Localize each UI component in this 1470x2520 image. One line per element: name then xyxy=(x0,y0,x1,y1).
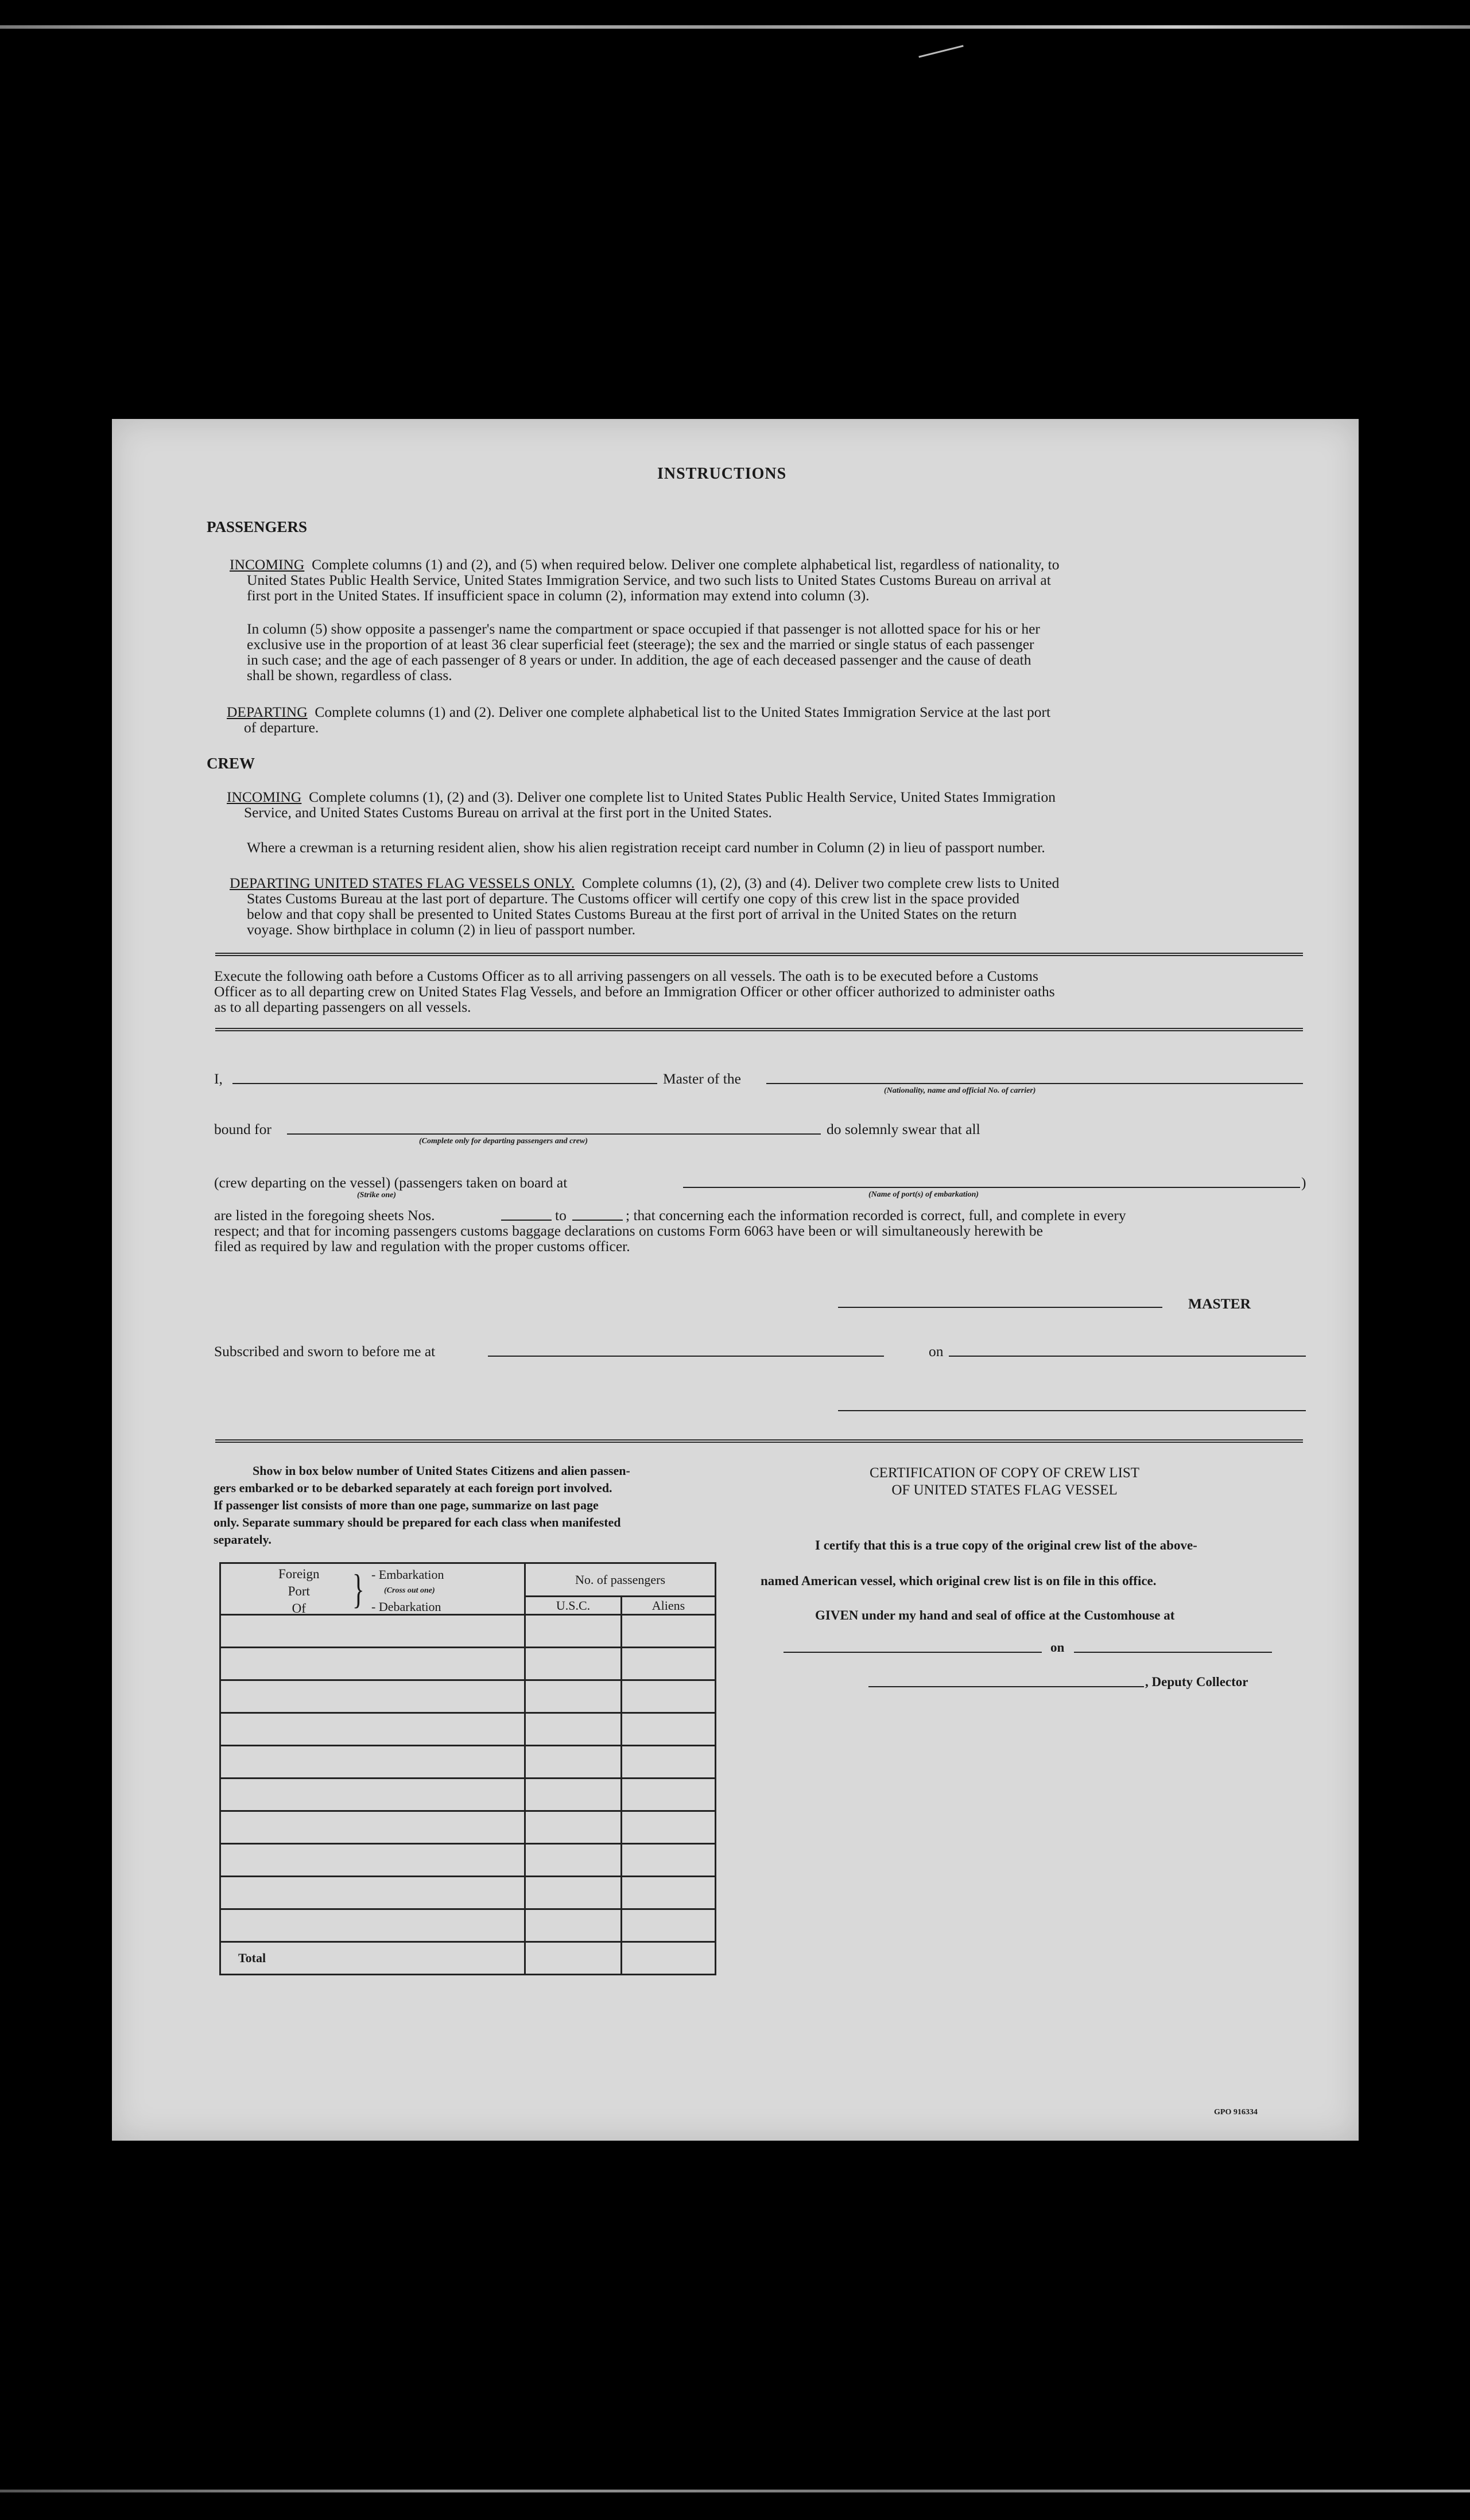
usc-cell[interactable] xyxy=(525,1713,622,1746)
aliens-cell[interactable] xyxy=(622,1877,716,1909)
subscribed-label: Subscribed and sworn to before me at xyxy=(214,1343,436,1360)
table-row xyxy=(220,1746,716,1779)
aliens-cell[interactable] xyxy=(622,1648,716,1680)
text-line: gers embarked or to be debarked separately at each foreign port involved. xyxy=(214,1481,612,1495)
aliens-total-cell[interactable] xyxy=(622,1942,716,1975)
text-line: only. Separate summary should be prepared for each class when manifested xyxy=(214,1515,621,1529)
port-hint: (Name of port(s) of embarkation) xyxy=(868,1190,979,1199)
master-label: MASTER xyxy=(1188,1295,1251,1312)
text-line: of departure. xyxy=(244,719,319,736)
heading-line: CERTIFICATION OF COPY OF CREW LIST xyxy=(870,1465,1140,1481)
usc-cell[interactable] xyxy=(525,1680,622,1713)
passengers-column5 xyxy=(247,621,1337,683)
table-row xyxy=(220,1779,716,1811)
oath-text: filed as required by law and regulation with the proper customs officer. xyxy=(214,1238,630,1255)
master-signature-field[interactable] xyxy=(838,1307,1162,1308)
document-page xyxy=(112,419,1359,2141)
text-line: Complete columns (1) and (2). Deliver one complete alphabetical list to the United States Immigration Service at the last port xyxy=(315,704,1051,720)
crew-taken-label: (crew departing on the vessel) (passengers taken on board at xyxy=(214,1174,568,1191)
customhouse-field[interactable] xyxy=(784,1652,1042,1653)
text-line: Officer as to all departing crew on United States Flag Vessels, and before an Immigration Officer or other officer authorized to administer oaths xyxy=(214,983,1055,1000)
aliens-cell[interactable] xyxy=(622,1811,716,1844)
strike-hint: (Strike one) xyxy=(357,1191,397,1199)
scan-mark xyxy=(918,45,964,60)
usc-cell[interactable] xyxy=(525,1811,622,1844)
port-cell[interactable] xyxy=(220,1779,525,1811)
text-line: United States Public Health Service, United States Immigration Service, and two such lists to United States Customs Bureau on arrival at xyxy=(247,572,1051,588)
table-row xyxy=(220,1648,716,1680)
header-text: Port xyxy=(288,1584,310,1598)
certification-text: named American vessel, which original crew list is on file in this office. xyxy=(761,1574,1157,1588)
no-passengers-header: No. of passengers xyxy=(525,1563,716,1597)
total-row xyxy=(220,1942,716,1975)
bound-for-field[interactable] xyxy=(287,1133,821,1135)
sheet-from-field[interactable] xyxy=(501,1220,552,1221)
incoming-label: INCOMING xyxy=(227,789,302,805)
aliens-header: Aliens xyxy=(622,1597,716,1615)
gpo-number: GPO 916334 xyxy=(1214,2108,1258,2117)
text-line: shall be shown, regardless of class. xyxy=(247,667,452,684)
crew-resident: Where a crewman is a returning resident alien, show his alien registration receipt card number in Column (2) in lieu of passport number. xyxy=(247,839,1045,856)
debarkation-label: - Debarkation xyxy=(371,1599,441,1614)
summary-intro xyxy=(214,1462,719,1548)
carrier-field[interactable] xyxy=(766,1083,1303,1084)
certification-heading xyxy=(870,1465,1139,1499)
header-text: Foreign xyxy=(278,1567,320,1581)
departing-label: DEPARTING UNITED STATES FLAG VESSELS ONLY. xyxy=(230,875,575,891)
usc-cell[interactable] xyxy=(525,1844,622,1877)
sworn-date-field[interactable] xyxy=(949,1356,1306,1357)
header-text: Of xyxy=(292,1601,306,1616)
port-cell[interactable] xyxy=(220,1811,525,1844)
table-row xyxy=(220,1909,716,1942)
master-name-field[interactable] xyxy=(232,1083,657,1084)
text-line: as to all departing passengers on all vessels. xyxy=(214,999,471,1015)
text-line: Show in box below number of United States Citizens and alien passen- xyxy=(253,1463,630,1478)
passenger-summary-table xyxy=(219,1562,716,1975)
aliens-cell[interactable] xyxy=(622,1844,716,1877)
table-row xyxy=(220,1680,716,1713)
text-line: States Customs Bureau at the last port of departure. The Customs officer will certify one copy of this crew list in the space provided xyxy=(247,890,1019,907)
table-row xyxy=(220,1811,716,1844)
usc-cell[interactable] xyxy=(525,1779,622,1811)
foreign-port-header xyxy=(220,1563,525,1615)
passengers-incoming xyxy=(230,557,1320,603)
text-line: in such case; and the age of each passenger of 8 years or under. In addition, the age of each deceased passenger and the cause of death xyxy=(247,651,1031,668)
table-row xyxy=(220,1844,716,1877)
port-cell[interactable] xyxy=(220,1746,525,1779)
aliens-cell[interactable] xyxy=(622,1746,716,1779)
swear-label: do solemnly swear that all xyxy=(827,1121,980,1137)
brace-glyph: } xyxy=(352,1566,364,1612)
port-cell[interactable] xyxy=(220,1844,525,1877)
crew-heading: CREW xyxy=(207,755,255,772)
incoming-label: INCOMING xyxy=(230,556,305,573)
usc-cell[interactable] xyxy=(525,1909,622,1942)
text-line: Complete columns (1) and (2), and (5) when required below. Deliver one complete alphabetical list, regardless of nationality, to xyxy=(312,556,1060,573)
usc-cell[interactable] xyxy=(525,1877,622,1909)
certification-text: I certify that this is a true copy of the original crew list of the above- xyxy=(815,1538,1197,1552)
usc-header: U.S.C. xyxy=(525,1597,622,1615)
text-line: Complete columns (1), (2), (3) and (4). Deliver two complete crew lists to United xyxy=(581,875,1060,891)
port-cell[interactable] xyxy=(220,1648,525,1680)
deputy-signature-field[interactable] xyxy=(868,1686,1144,1687)
text-line: voyage. Show birthplace in column (2) in lieu of passport number. xyxy=(247,921,636,938)
nationality-hint: (Nationality, name and official No. of carrier) xyxy=(884,1086,1036,1095)
text-line: Execute the following oath before a Customs Officer as to all arriving passengers on all vessels. The oath is to be executed before a Customs xyxy=(214,968,1038,984)
usc-cell[interactable] xyxy=(525,1615,622,1648)
aliens-cell[interactable] xyxy=(622,1779,716,1811)
aliens-cell[interactable] xyxy=(622,1615,716,1648)
text-line: Complete columns (1), (2) and (3). Deliver one complete list to United States Public Health Service, United States Immigration xyxy=(309,789,1056,805)
table-row xyxy=(220,1713,716,1746)
cross-out-hint: (Cross out one) xyxy=(384,1586,435,1595)
crew-incoming xyxy=(227,789,1317,820)
passengers-departing xyxy=(227,704,1317,735)
departing-hint: (Complete only for departing passengers and crew) xyxy=(419,1137,588,1146)
divider xyxy=(215,953,1303,956)
sheet-to-field[interactable] xyxy=(572,1220,623,1221)
aliens-cell[interactable] xyxy=(622,1680,716,1713)
oath-i-label: I, xyxy=(214,1070,223,1087)
port-cell[interactable] xyxy=(220,1877,525,1909)
oath-intro xyxy=(214,968,1305,1015)
text-line: In column (5) show opposite a passenger's name the compartment or space occupied if that passenger is not allotted space for his or her xyxy=(247,620,1040,637)
text-line: exclusive use in the proportion of at least 36 clear superficial feet (steerage); the sex and the married or single status of each passenger xyxy=(247,636,1034,653)
divider xyxy=(215,1028,1303,1031)
oath-text: respect; and that for incoming passengers customs baggage declarations on customs Form 6063 have been or will simultaneously herewith be xyxy=(214,1222,1043,1239)
officer-signature-field[interactable] xyxy=(838,1410,1306,1411)
usc-total-cell[interactable] xyxy=(525,1942,622,1975)
deputy-label: , Deputy Collector xyxy=(1145,1675,1248,1689)
master-of-label: Master of the xyxy=(663,1070,741,1087)
port-cell[interactable] xyxy=(220,1909,525,1942)
heading-line: OF UNITED STATES FLAG VESSEL xyxy=(891,1482,1118,1498)
aliens-cell[interactable] xyxy=(622,1713,716,1746)
departing-label: DEPARTING xyxy=(227,704,308,720)
bound-for-label: bound for xyxy=(214,1121,271,1137)
on-label: on xyxy=(1050,1640,1065,1655)
embarkation-port-field[interactable] xyxy=(683,1187,1300,1188)
scan-edge-bottom xyxy=(0,2490,1470,2492)
oath-text: ; that concerning each the information recorded is correct, full, and complete in every xyxy=(626,1207,1126,1224)
port-cell[interactable] xyxy=(220,1713,525,1746)
aliens-cell[interactable] xyxy=(622,1909,716,1942)
scan-edge-top xyxy=(0,25,1470,29)
port-cell[interactable] xyxy=(220,1615,525,1648)
close-paren: ) xyxy=(1301,1174,1306,1191)
certification-date-field[interactable] xyxy=(1074,1652,1272,1653)
text-line: Service, and United States Customs Bureau on arrival at the first port in the United States. xyxy=(244,804,772,821)
on-label: on xyxy=(929,1343,944,1360)
text-line: If passenger list consists of more than one page, summarize on last page xyxy=(214,1498,599,1512)
embarkation-label: - Embarkation xyxy=(371,1567,444,1582)
divider xyxy=(215,1439,1303,1443)
port-cell[interactable] xyxy=(220,1680,525,1713)
to-label: to xyxy=(555,1207,567,1224)
crew-departing xyxy=(230,875,1320,937)
sworn-place-field[interactable] xyxy=(488,1356,884,1357)
text-line: first port in the United States. If insufficient space in column (2), information may extend into column (3). xyxy=(247,587,870,604)
usc-cell[interactable] xyxy=(525,1648,622,1680)
usc-cell[interactable] xyxy=(525,1746,622,1779)
table-row xyxy=(220,1615,716,1648)
table-row xyxy=(220,1877,716,1909)
page-title: INSTRUCTIONS xyxy=(657,465,787,483)
sheets-label: are listed in the foregoing sheets Nos. xyxy=(214,1207,435,1224)
text-line: separately. xyxy=(214,1532,271,1547)
certification-text: GIVEN under my hand and seal of office at the Customhouse at xyxy=(815,1608,1175,1622)
text-line: below and that copy shall be presented to United States Customs Bureau at the first port of arrival in the United States on the return xyxy=(247,906,1017,922)
passengers-heading: PASSENGERS xyxy=(207,518,308,535)
total-label: Total xyxy=(220,1942,525,1975)
